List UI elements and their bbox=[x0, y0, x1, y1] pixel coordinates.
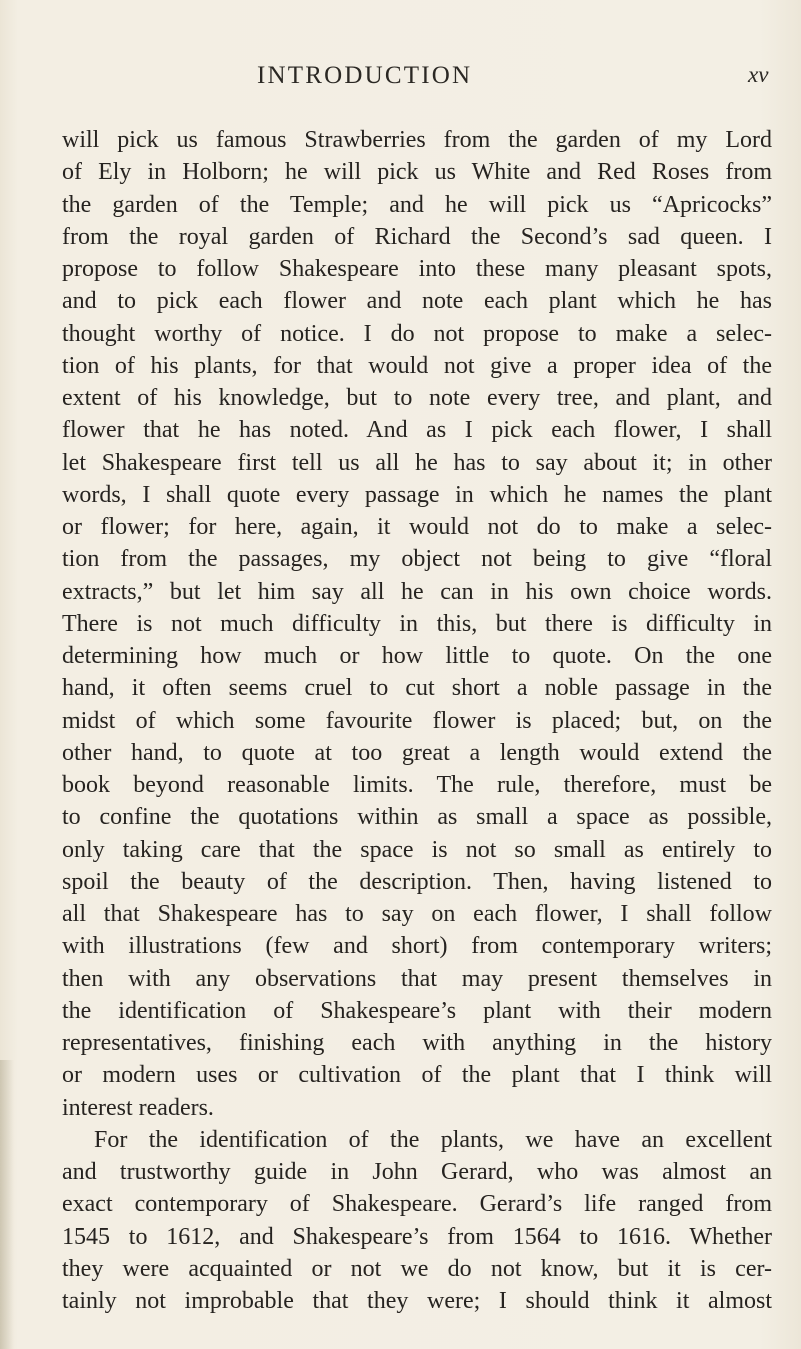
text-line: of Ely in Holborn; he will pick us White and Red Roses from bbox=[62, 159, 772, 186]
text-line: There is not much difficulty in this, but there is difficulty in bbox=[62, 610, 772, 637]
text-line: 1545 to 1612, and Shakespeare’s from 1564 to 1616. Whether bbox=[62, 1223, 772, 1250]
page-number: xv bbox=[748, 62, 769, 87]
text-line: with illustrations (few and short) from contemporary writers; bbox=[62, 933, 772, 960]
text-line: will pick us famous Strawberries from the garden of my Lord bbox=[62, 127, 772, 153]
text-line: interest readers. bbox=[62, 1094, 214, 1121]
text-line: or modern uses or cultivation of the plant that I think will bbox=[62, 1062, 772, 1089]
text-line: book beyond reasonable limits. The rule, therefore, must be bbox=[62, 772, 772, 798]
text-line: For the identification of the plants, we have an excellent bbox=[94, 1126, 772, 1153]
text-line: representatives, finishing each with anything in the history bbox=[62, 1030, 772, 1056]
text-line: to confine the quotations within as small a space as possible, bbox=[62, 804, 772, 831]
text-line: tion of his plants, for that would not give a proper idea of the bbox=[62, 352, 772, 379]
text-line: or flower; for here, again, it would not do to make a selec- bbox=[62, 514, 772, 540]
paragraph-2 bbox=[62, 1124, 772, 1318]
text-line: they were acquainted or not we do not know, but it is cer- bbox=[62, 1255, 772, 1282]
text-line: and trustworthy guide in John Gerard, who was almost an bbox=[62, 1159, 772, 1185]
text-line: spoil the beauty of the description. Then, having listened to bbox=[62, 868, 772, 895]
paragraph-1 bbox=[62, 124, 772, 1124]
text-line: extent of his knowledge, but to note every tree, and plant, and bbox=[62, 385, 772, 411]
text-line: flower that he has noted. And as I pick each flower, I shall bbox=[62, 417, 772, 444]
text-line: the garden of the Temple; and he will pick us “Apricocks” bbox=[62, 191, 772, 218]
text-line: other hand, to quote at too great a length would extend the bbox=[62, 739, 772, 766]
running-head bbox=[0, 62, 801, 96]
text-line: extracts,” but let him say all he can in his own choice words. bbox=[62, 578, 772, 605]
text-line: only taking care that the space is not so small as entirely to bbox=[62, 836, 772, 863]
text-line: hand, it often seems cruel to cut short a noble passage in the bbox=[62, 675, 772, 702]
text-line: from the royal garden of Richard the Second’s sad queen. I bbox=[62, 223, 772, 250]
text-line: midst of which some favourite flower is placed; but, on the bbox=[62, 707, 772, 734]
text-line: thought worthy of notice. I do not propose to make a selec- bbox=[62, 320, 772, 347]
text-line: all that Shakespeare has to say on each flower, I shall follow bbox=[62, 901, 772, 927]
text-line: words, I shall quote every passage in which he names the plant bbox=[62, 481, 772, 508]
text-line: let Shakespeare first tell us all he has to say about it; in other bbox=[62, 449, 772, 476]
text-line: the identification of Shakespeare’s plant with their modern bbox=[62, 997, 772, 1024]
text-line: then with any observations that may present themselves in bbox=[62, 965, 772, 992]
text-line: tainly not improbable that they were; I should think it almost bbox=[62, 1288, 772, 1314]
page-edge-shadow bbox=[0, 1060, 14, 1349]
text-line: and to pick each flower and note each plant which he has bbox=[62, 288, 772, 315]
text-line: determining how much or how little to quote. On the one bbox=[62, 643, 772, 669]
text-line: tion from the passages, my object not being to give “floral bbox=[62, 546, 772, 573]
text-line: exact contemporary of Shakespeare. Gerard’s life ranged from bbox=[62, 1191, 772, 1218]
body-text bbox=[62, 124, 772, 1317]
text-line: propose to follow Shakespeare into these many pleasant spots, bbox=[62, 256, 772, 282]
running-head-title: INTRODUCTION bbox=[257, 62, 473, 89]
